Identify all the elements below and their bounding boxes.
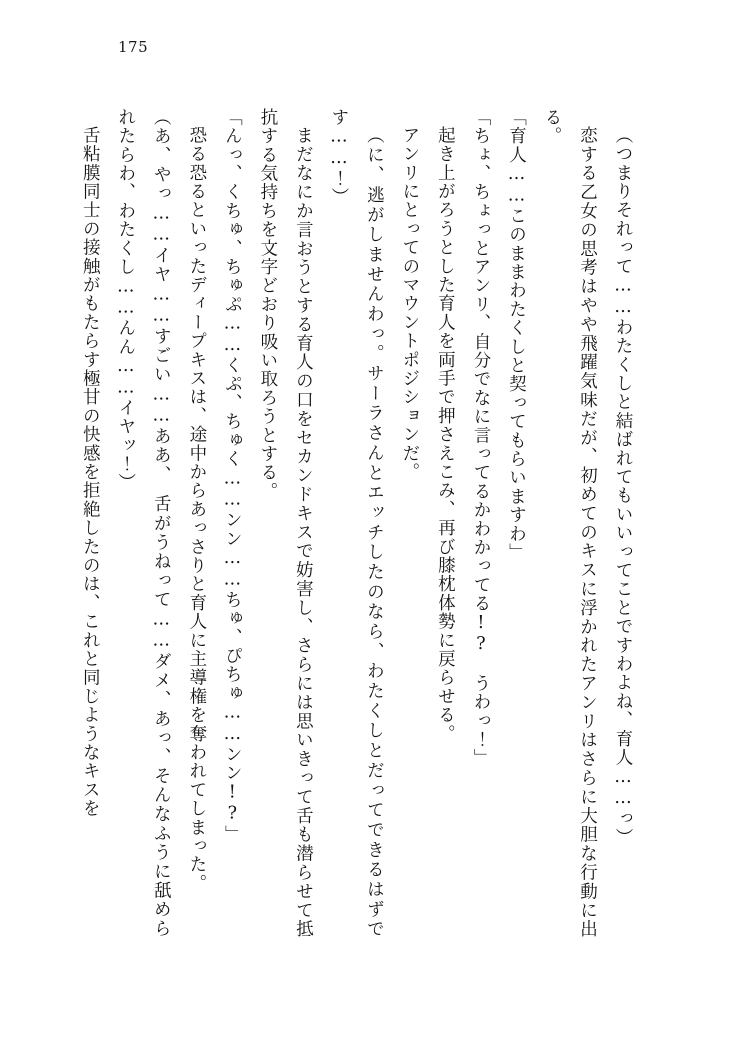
paragraph: 恋する乙女の思考はやや飛躍気味だが、初めてのキスに浮かれたアンリはさらに大胆な行動に出る。	[541, 108, 598, 938]
paragraph: 「育人……このままわたくしと契ってもらいますわ」	[506, 108, 527, 562]
paragraph: 恐る恐るといったディープキスは、途中からあっさりと育人に主導権を奪われてしまった。	[186, 125, 207, 893]
paragraph: 「ちょ、ちょっとアンリ、自分でなに言ってるかわかってる!? うわっ！」	[470, 108, 491, 768]
page-body-text	[80, 108, 640, 938]
paragraph: アンリにとってのマウントポジションだ。	[399, 125, 420, 481]
paragraph: 起き上がろうとした育人を両手で押さえこみ、再び膝枕体勢に戻らせる。	[435, 125, 456, 743]
page-number: 175	[118, 38, 149, 56]
paragraph: 舌粘膜同士の接触がもたらす極甘の快感を拒絶したのは、これと同じようなキスを	[80, 125, 101, 818]
paragraph: （に、逃がしませんわっ。サーラさんとエッチしたのなら、わたくしとだってできるはずです……！）	[328, 108, 385, 938]
paragraph: （つまりそれって……わたくしと結ばれてもいいってことですわよね、育人……っ）	[613, 125, 633, 847]
paragraph: （あ、やっ……イヤ……すごい……ああ、 舌がうねって……ダメ、あっ、そんなふうに舐められたらわ、わたくし……んん……イヤッ！）	[115, 108, 172, 938]
paragraph: まだなにか言おうとする育人の口をセカンドキスで妨害し、さらには思いきって舌も潜らせて抵抗する気持ちを文字どおり吸い取ろうとする。	[257, 108, 314, 938]
paragraph: 「んっ、くちゅ、ちゅぷ……くぷ、ちゅく……ンン……ちゅ、ぴちゅ……ンン!?」	[222, 108, 243, 844]
